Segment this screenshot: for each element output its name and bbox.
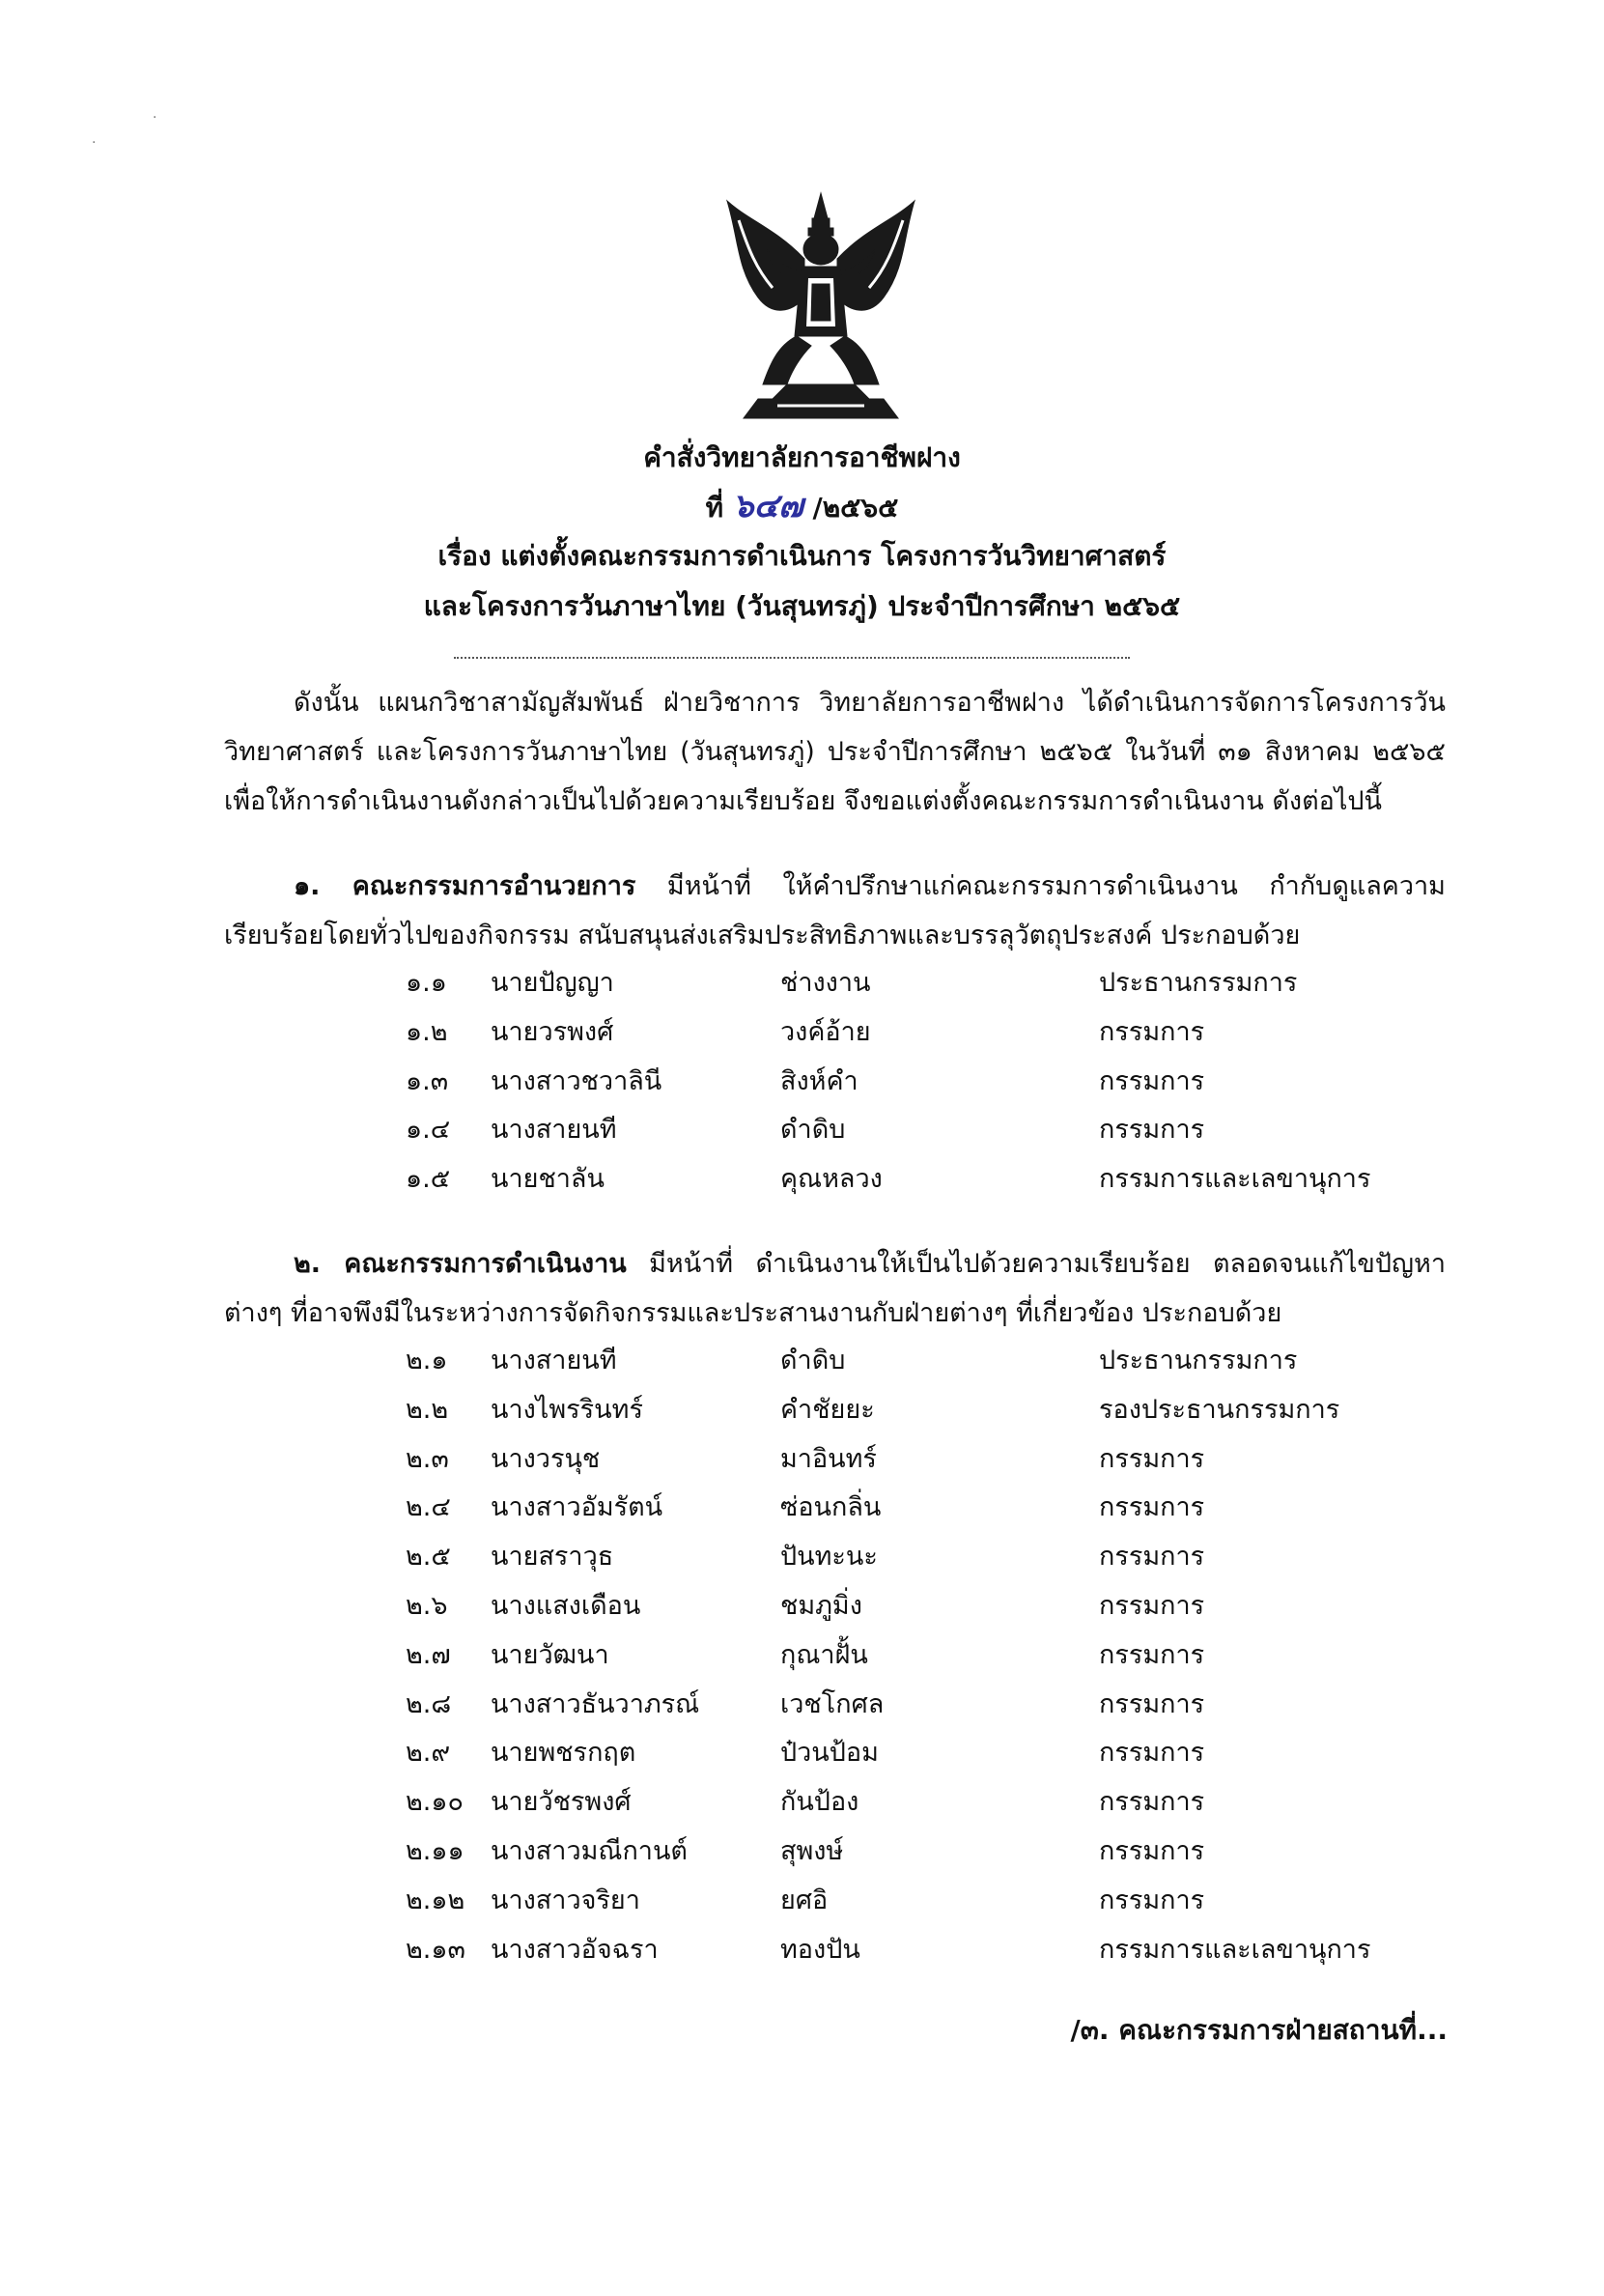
member-role: กรรมการ: [1099, 1885, 1205, 1915]
member-no: ๒.๙: [406, 1738, 451, 1769]
member-first-name: นายสราวุธ: [491, 1542, 614, 1573]
section-2-paragraph: [224, 1239, 1446, 1338]
list-item: [406, 1778, 1466, 1828]
member-role: กรรมการ: [1099, 1738, 1205, 1769]
list-item: [406, 1681, 1466, 1730]
intro-paragraph: [224, 678, 1446, 826]
member-first-name: นางสาวอัจฉรา: [491, 1934, 659, 1965]
member-role: กรรมการและเลขานุการ: [1099, 1934, 1371, 1965]
order-number-year: /๒๕๖๕: [812, 492, 899, 524]
member-role: กรรมการ: [1099, 1688, 1205, 1719]
member-first-name: นางสาวชวาลินี: [491, 1065, 662, 1096]
list-item: [406, 1631, 1466, 1681]
section-1-text: มีหน้าที่ ให้คำปรึกษาแก่คณะกรรมการดำเนินงาน กำกับดูแลความเรียบร้อยโดยทั่วไปของกิจกรรม สนับสนุนส่งเสริมประสิทธิภาพและบรรลุวัตถุประสงค์ ประกอบด้วย: [224, 871, 1446, 950]
section-1-heading: ๑. คณะกรรมการอำนวยการ: [294, 871, 636, 901]
member-role: กรรมการและเลขานุการ: [1099, 1164, 1371, 1195]
list-item: [406, 1435, 1466, 1485]
member-no: ๒.๑๑: [406, 1835, 464, 1866]
member-first-name: นายชาลัน: [491, 1164, 605, 1195]
order-title: คำสั่งวิทยาลัยการอาชีพฝาง: [643, 441, 961, 473]
list-item: [406, 1155, 1466, 1205]
member-role: กรรมการ: [1099, 1835, 1205, 1866]
member-no: ๑.๒: [406, 1016, 448, 1047]
section-1-member-list: [406, 959, 1466, 1205]
member-no: ๒.๘: [406, 1688, 452, 1719]
member-last-name: ดำดิบ: [780, 1115, 846, 1146]
member-role: กรรมการ: [1099, 1787, 1205, 1818]
member-last-name: สุพงษ์: [780, 1835, 844, 1866]
member-first-name: นางวรนุช: [491, 1443, 601, 1474]
list-item: [406, 1533, 1466, 1582]
member-first-name: นางสาวมณีกานต์: [491, 1835, 688, 1866]
list-item: [406, 1058, 1466, 1107]
member-role: กรรมการ: [1099, 1115, 1205, 1146]
subject-line-1: เรื่อง แต่งตั้งคณะกรรมการดำเนินการ โครงการวันวิทยาศาสตร์: [437, 540, 1167, 572]
member-first-name: นายวัชรพงศ์: [491, 1787, 632, 1818]
section-2-text: มีหน้าที่ ดำเนินงานให้เป็นไปด้วยความเรียบร้อย ตลอดจนแก้ไขปัญหาต่างๆ ที่อาจพึงมีในระหว่างการจัดกิจกรรมและประสานงานกับฝ่ายต่างๆ ที่เกี่ยวข้อง ประกอบด้วย: [224, 1249, 1446, 1328]
member-last-name: ยศอิ: [780, 1885, 829, 1915]
list-item: [406, 1008, 1466, 1058]
list-item: [406, 1582, 1466, 1631]
member-last-name: สิงห์คำ: [780, 1065, 858, 1096]
member-first-name: นางสาวจริยา: [491, 1885, 640, 1915]
list-item: [406, 1877, 1466, 1926]
member-role: รองประธานกรรมการ: [1099, 1394, 1340, 1425]
member-no: ๒.๒: [406, 1394, 449, 1425]
section-2-member-list: [406, 1337, 1466, 1974]
member-first-name: นางสาวธันวาภรณ์: [491, 1688, 700, 1719]
member-last-name: เวชโกศล: [780, 1688, 885, 1719]
member-no: ๒.๕: [406, 1542, 451, 1573]
member-first-name: นางสายนที: [491, 1115, 617, 1146]
continuation-note: /๓. คณะกรรมการฝ่ายสถานที่...: [1070, 2014, 1448, 2046]
member-no: ๒.๖: [406, 1590, 448, 1621]
list-item: [406, 1484, 1466, 1533]
member-no: ๑.๔: [406, 1115, 451, 1146]
section-2-heading: ๒. คณะกรรมการดำเนินงาน: [294, 1249, 627, 1279]
list-item: [406, 1337, 1466, 1386]
member-role: กรรมการ: [1099, 1016, 1205, 1047]
member-role: กรรมการ: [1099, 1443, 1205, 1474]
member-first-name: นางสายนที: [491, 1346, 617, 1375]
order-number-handwritten: ๖๔๗: [732, 487, 803, 525]
scan-speck: ·: [153, 110, 157, 126]
list-item: [406, 1729, 1466, 1778]
member-role: กรรมการ: [1099, 1542, 1205, 1573]
list-item: [406, 1386, 1466, 1435]
member-role: กรรมการ: [1099, 1590, 1205, 1621]
member-role: กรรมการ: [1099, 1639, 1205, 1670]
member-last-name: ซ่อนกลิ่น: [780, 1492, 882, 1523]
member-no: ๒.๑๐: [406, 1787, 464, 1818]
member-first-name: นายวรพงศ์: [491, 1016, 614, 1047]
member-first-name: นางสาวอัมรัตน์: [491, 1492, 663, 1523]
member-no: ๒.๗: [406, 1639, 451, 1670]
order-number: [0, 483, 1604, 531]
member-last-name: ทองปัน: [780, 1934, 860, 1965]
section-1-paragraph: [224, 862, 1446, 960]
garuda-emblem-icon: [719, 191, 922, 423]
member-first-name: นายวัฒนา: [491, 1639, 609, 1670]
member-no: ๒.๔: [406, 1492, 451, 1523]
member-last-name: ชมภูมิ่ง: [780, 1590, 862, 1621]
member-last-name: คำชัยยะ: [780, 1394, 875, 1425]
member-role: กรรมการ: [1099, 1492, 1205, 1523]
member-last-name: ดำดิบ: [780, 1346, 846, 1375]
member-last-name: กุณาฝั้น: [780, 1639, 868, 1670]
member-first-name: นางไพรรินทร์: [491, 1394, 643, 1425]
member-no: ๑.๑: [406, 968, 447, 998]
member-last-name: วงค์อ้าย: [780, 1016, 871, 1047]
member-first-name: นายปัญญา: [491, 968, 614, 998]
list-item: [406, 1828, 1466, 1877]
subject-line-2: และโครงการวันภาษาไทย (วันสุนทรภู่) ประจำปีการศึกษา ๒๕๖๕: [423, 590, 1181, 622]
member-last-name: กันป้อง: [780, 1787, 859, 1818]
member-role: ประธานกรรมการ: [1099, 968, 1298, 998]
dotted-divider: [454, 657, 1130, 659]
member-first-name: นายพชรกฤต: [491, 1738, 636, 1769]
list-item: [406, 1926, 1466, 1975]
member-last-name: ป๋วนป้อม: [780, 1738, 879, 1769]
member-no: ๑.๓: [406, 1065, 449, 1096]
member-last-name: ช่างงาน: [780, 968, 871, 998]
order-number-label: ที่: [705, 492, 724, 524]
member-last-name: คุณหลวง: [780, 1164, 883, 1195]
member-role: ประธานกรรมการ: [1099, 1346, 1298, 1375]
member-first-name: นางแสงเดือน: [491, 1590, 641, 1621]
member-no: ๒.๑๒: [406, 1885, 465, 1915]
intro-text: ดังนั้น แผนกวิชาสามัญสัมพันธ์ ฝ่ายวิชาการ วิทยาลัยการอาชีพฝาง ได้ดำเนินการจัดการโครงการวันวิทยาศาสตร์ และโครงการวันภาษาไทย (วันสุนทรภู่) ประจำปีการศึกษา ๒๕๖๕ ในวันที่ ๓๑ สิงหาคม ๒๕๖๕ เพื่อให้การดำเนินงานดังกล่าวเป็นไปด้วยความเรียบร้อย จึงขอแต่งตั้งคณะกรรมการดำเนินงาน ดังต่อไปนี้: [224, 688, 1446, 816]
member-last-name: ปันทะนะ: [780, 1542, 878, 1573]
list-item: [406, 959, 1466, 1008]
member-role: กรรมการ: [1099, 1065, 1205, 1096]
list-item: [406, 1106, 1466, 1155]
member-no: ๒.๓: [406, 1443, 449, 1474]
member-no: ๒.๑๓: [406, 1934, 465, 1965]
member-last-name: มาอินทร์: [780, 1443, 877, 1474]
member-no: ๑.๕: [406, 1164, 451, 1195]
scan-speck: ·: [92, 135, 97, 151]
member-no: ๒.๑: [406, 1346, 448, 1375]
